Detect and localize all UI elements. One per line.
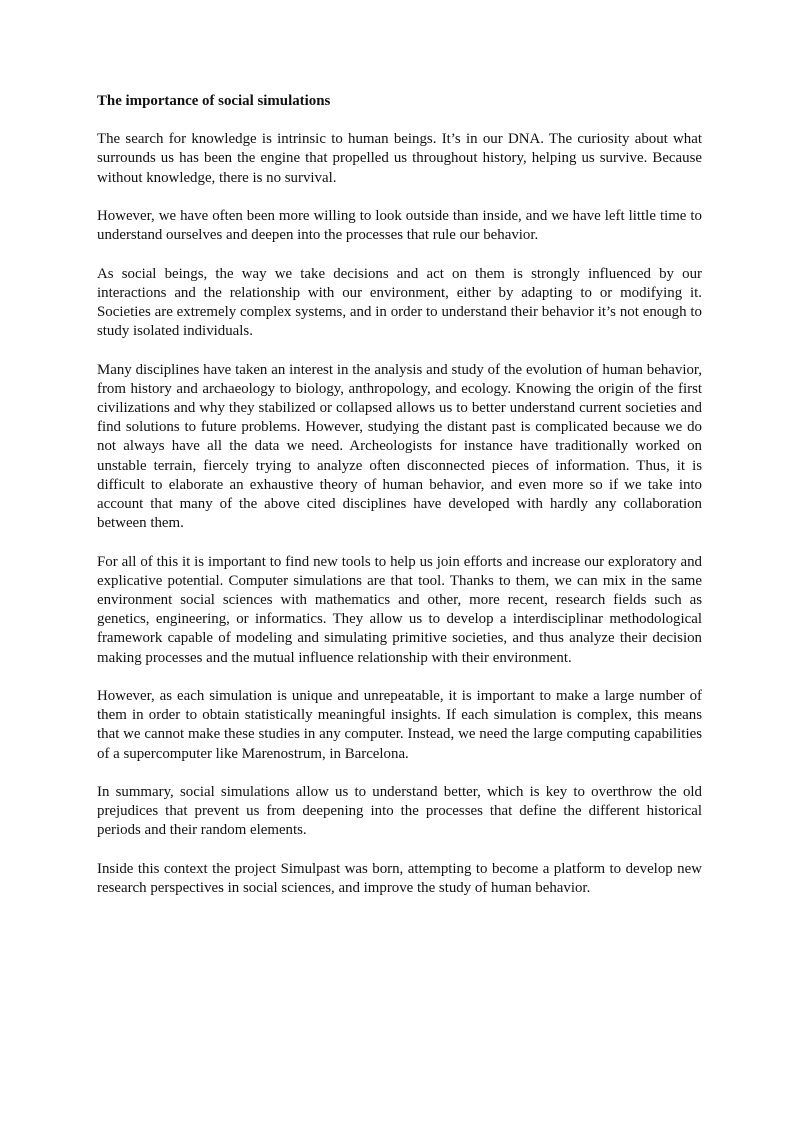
paragraph-6: However, as each simulation is unique and unrepeatable, it is important to make a large number of them in order to obtain statistically meaningful insights. If each simulation is complex, this means that we cannot make these studies in any computer. Instead, we need the large computing capabilities of a supercomputer like Marenostrum, in Barcelona. [97, 688, 702, 762]
paragraph-7: In summary, social simulations allow us to understand better, which is key to overthrow the old prejudices that prevent us from deepening into the processes that define the different historical periods and their random elements. [97, 784, 702, 839]
paragraph-4: Many disciplines have taken an interest in the analysis and study of the evolution of human behavior, from history and archaeology to biology, anthropology, and ecology. Knowing the origin of the first civilizations and why they stabilized or collapsed allows us to better understand current societies and find solutions to future problems. However, studying the distant past is complicated because we do not always have all the data we need. Archeologists for instance have traditionally worked on unstable terrain, fiercely trying to analyze often disconnected pieces of information. Thus, it is difficult to elaborate an exhaustive theory of human behavior, and even more so if we take into account that many of the above cited disciplines have developed with hardly any collaboration between them. [97, 361, 702, 532]
document-title: The importance of social simulations [97, 93, 331, 109]
paragraph-1: The search for knowledge is intrinsic to human beings. It’s in our DNA. The curiosity about what surrounds us has been the engine that propelled us throughout history, helping us survive. Because without knowledge, there is no survival. [97, 131, 702, 186]
paragraph-3: As social beings, the way we take decisions and act on them is strongly influenced by our interactions and the relationship with our environment, either by adapting to or modifying it. Societies are extremely complex systems, and in order to understand their behavior it’s not enough to study isolated individuals. [97, 265, 702, 340]
paragraph-5: For all of this it is important to find new tools to help us join efforts and increase our exploratory and explicative potential. Computer simulations are that tool. Thanks to them, we can mix in the same environment social sciences with mathematics and other, more recent, research fields such as genetics, engineering, or informatics. They allow us to develop a interdisciplinar methodological framework capable of modeling and simulating primitive societies, and thus analyze their decision making processes and the mutual influence relationship with their environment. [97, 553, 702, 666]
paragraph-8: Inside this context the project Simulpast was born, attempting to become a platform to develop new research perspectives in social sciences, and improve the study of human behavior. [97, 860, 702, 897]
paragraph-2: However, we have often been more willing to look outside than inside, and we have left little time to understand ourselves and deepen into the processes that rule our behavior. [97, 208, 702, 244]
document-page [97, 92, 702, 917]
